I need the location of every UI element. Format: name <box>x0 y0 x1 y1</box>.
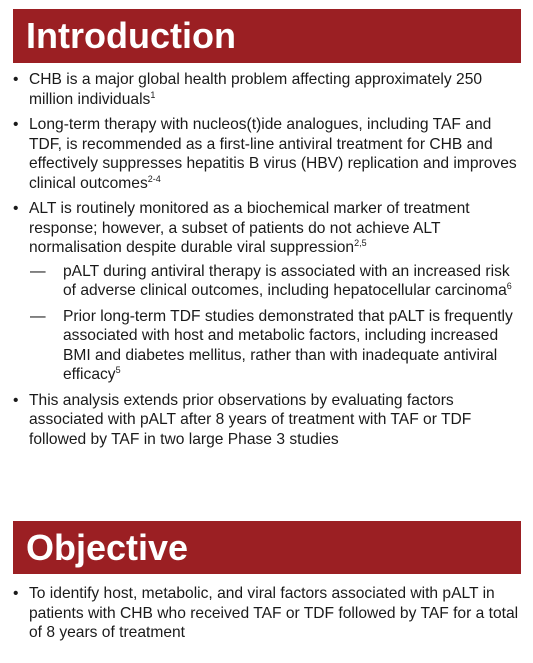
objective-heading <box>13 521 521 574</box>
bullet-text: Long-term therapy with nucleos(t)ide analogues, including TAF and TDF, is recommended as a first-line antiviral treatment for CHB and effectively suppresses hepatitis B virus (HBV) replication and improves clinical outcomes <box>29 116 517 192</box>
introduction-bullet <box>13 115 523 193</box>
sub-bullet-list <box>29 262 523 385</box>
citation: 2-4 <box>147 173 161 184</box>
objective-title: Objective <box>26 526 189 568</box>
bullet-text: ALT is routinely monitored as a biochemical marker of treatment response; however, a subset of patients do not achieve ALT normalisation despite durable viral suppression <box>29 200 470 256</box>
objective-bullet-list <box>13 584 523 649</box>
citation: 2,5 <box>354 238 367 248</box>
sub-bullet-text: pALT during antiviral therapy is associated with an increased risk of adverse clinical outcomes, including hepatocellular carcinoma <box>63 262 510 299</box>
dash-marker: — <box>30 262 46 280</box>
bullet-text: CHB is a major global health problem affecting approximately 250 million individuals <box>29 71 483 108</box>
sub-bullet-text: Prior long-term TDF studies demonstrated that pALT is frequently associated with host and metabolic factors, including increased BMI and diabetes mellitus, rather than with inadequate antiviral efficacy <box>63 307 513 383</box>
citation: 5 <box>115 365 121 375</box>
citation: 1 <box>150 89 156 100</box>
introduction-title: Introduction <box>26 15 236 56</box>
bullet-text: This analysis extends prior observations by evaluating factors associated with pALT after 8 years of treatment with TAF or TDF followed by TAF in two large Phase 3 studies <box>29 391 472 448</box>
sub-bullet <box>29 262 523 301</box>
introduction-bullet <box>13 199 523 385</box>
bullet-text: To identify host, metabolic, and viral factors associated with pALT in patients with CHB who received TAF or TDF followed by TAF for a total of 8 years of treatment <box>29 585 519 641</box>
introduction-heading <box>13 9 521 63</box>
citation: 6 <box>506 281 512 291</box>
introduction-bullet <box>13 391 523 450</box>
objective-bullet <box>13 584 523 643</box>
sub-bullet <box>29 307 523 385</box>
introduction-bullet <box>13 70 523 109</box>
introduction-bullet-list <box>13 70 523 455</box>
dash-marker: — <box>30 307 46 325</box>
